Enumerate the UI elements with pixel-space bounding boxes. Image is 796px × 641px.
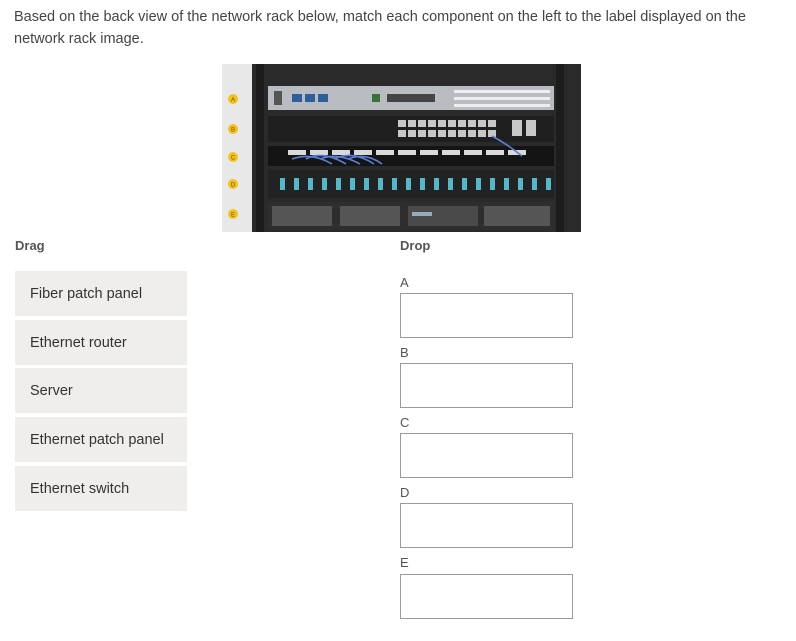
drop-heading: Drop [400, 238, 431, 253]
drop-target-c[interactable] [400, 433, 573, 478]
drag-item-ethernet-patch-panel[interactable]: Ethernet patch panel [15, 417, 187, 462]
network-rack-image [222, 64, 581, 232]
drag-item-ethernet-router[interactable]: Ethernet router [15, 320, 187, 365]
drag-heading: Drag [15, 238, 45, 253]
rack-marker-label-c: C [230, 155, 236, 162]
rack-marker-label-e: E [230, 212, 236, 219]
question-prompt: Based on the back view of the network rack below, match each component on the left to the label displayed on the network rack image. [14, 9, 746, 47]
drop-label-e: E [400, 555, 409, 570]
drag-item-server[interactable]: Server [15, 368, 187, 413]
rack-marker-label-b: B [230, 127, 236, 134]
rack-marker-label-a: A [230, 97, 236, 104]
drag-item-fiber-patch-panel[interactable]: Fiber patch panel [15, 271, 187, 316]
drop-target-b[interactable] [400, 363, 573, 408]
drop-label-d: D [400, 485, 410, 500]
drop-target-e[interactable] [400, 574, 573, 619]
drop-target-a[interactable] [400, 293, 573, 338]
drop-label-b: B [400, 345, 409, 360]
switch-unit [268, 116, 554, 142]
drop-label-a: A [400, 275, 409, 290]
drop-label-c: C [400, 415, 410, 430]
rack-marker-label-d: D [230, 182, 236, 189]
drop-target-d[interactable] [400, 503, 573, 548]
drag-item-ethernet-switch[interactable]: Ethernet switch [15, 466, 187, 511]
